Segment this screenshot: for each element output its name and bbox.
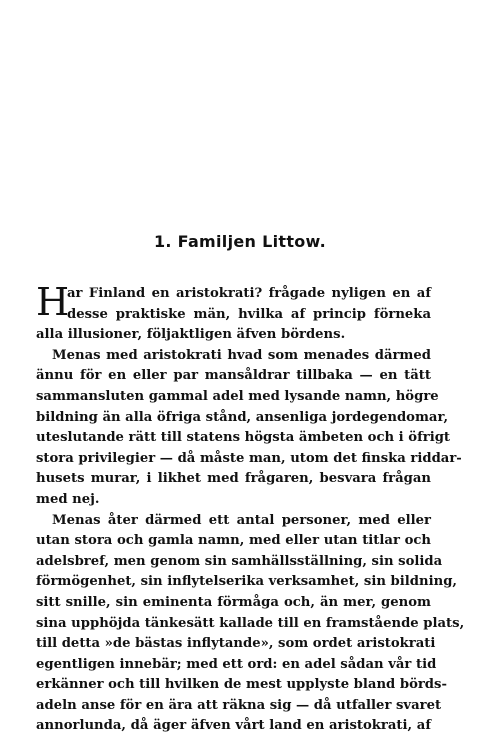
text-line: utan stora och gamla namn, med eller utan titlar och (36, 533, 431, 549)
text-line: med nej. (36, 491, 100, 507)
text-line: till detta »de bästas inflytande», som ordet aristokrati (36, 636, 436, 652)
body-text (36, 280, 465, 737)
text-line: erkänner och till hvilken de mest upplyste bland börds- (36, 677, 447, 693)
drop-cap: H (36, 280, 70, 324)
text-line: adeln anse för en ära att räkna sig — då utfaller svaret (36, 697, 442, 713)
paragraph-1 (36, 280, 431, 346)
text-line: Menas med aristokrati hvad som menades därmed (52, 347, 431, 363)
text-line: husets murar, i likhet med frågaren, besvara frågan (36, 471, 431, 487)
paragraph-3 (36, 511, 465, 738)
text-line: ar Finland en aristokrati? frågade nyligen en af (67, 286, 431, 301)
text-line: uteslutande rätt till statens högsta ämbeten och i öfrigt (36, 430, 451, 446)
text-line: sitt snille, sin eminenta förmåga och, än mer, genom (36, 594, 431, 610)
text-line: ännu för en eller par mansåldrar tillbaka — en tätt (36, 368, 431, 384)
text-line: förmögenhet, sin inflytelserika verksamhet, sin bildning, (36, 574, 458, 590)
text-line: sina upphöjda tänkesätt kallade till en framstående plats, (36, 615, 465, 631)
text-line: desse praktiske män, hvilka af princip förneka (67, 306, 431, 322)
text-line: sammansluten gammal adel med lysande namn, högre (36, 388, 439, 404)
text-line: stora privilegier — då måste man, utom det finska riddar- (36, 450, 462, 466)
text-line: bildning än alla öfriga stånd, ansenliga jordegendomar, (36, 409, 449, 425)
text-line: alla illusioner, följaktligen äfven bördens. (36, 327, 346, 343)
paragraph-2 (36, 346, 462, 511)
text-line: egentligen innebär; med ett ord: en adel sådan vår tid (36, 656, 437, 672)
text-line: annorlunda, då äger äfven vårt land en aristokrati, af (36, 718, 431, 734)
chapter-title: 1. Familjen Littow. (153, 232, 326, 251)
text-line: adelsbref, men genom sin samhällsställning, sin solida (36, 553, 443, 569)
text-line: Menas åter därmed ett antal personer, med eller (52, 512, 431, 528)
